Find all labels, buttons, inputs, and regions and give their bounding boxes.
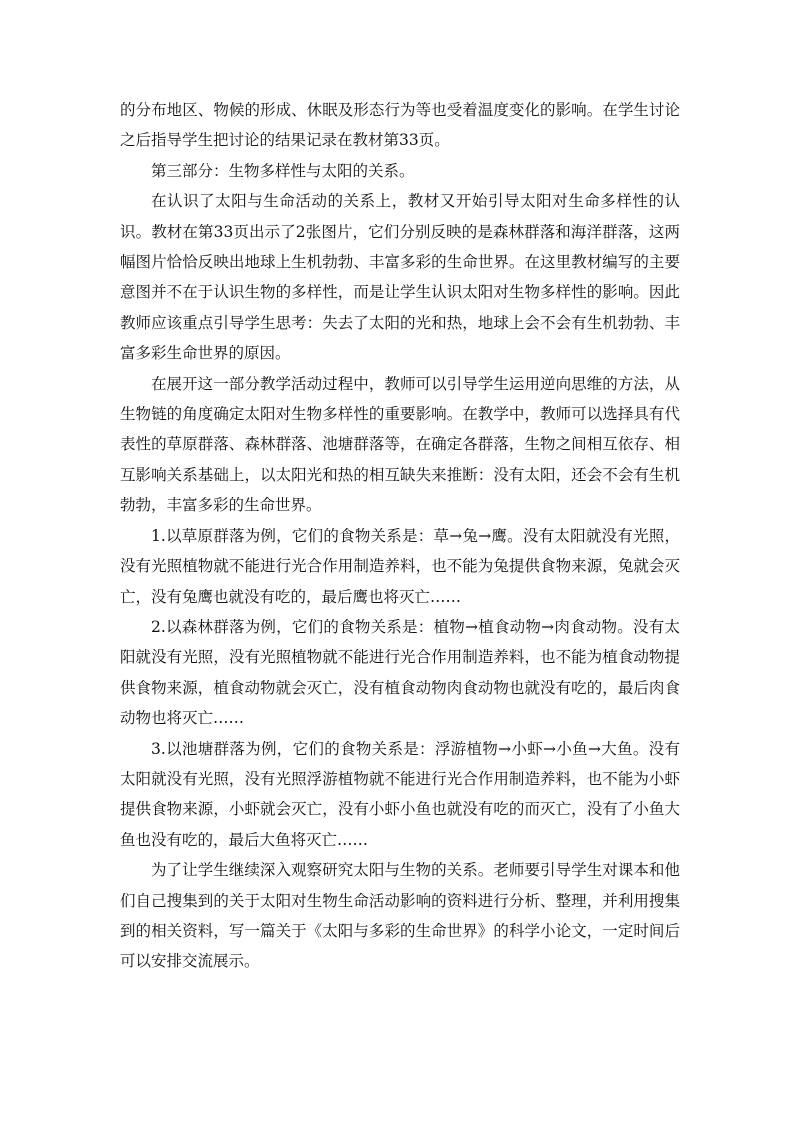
paragraph-teaching-method: 在展开这一部分教学活动过程中，教师可以引导学生运用逆向思维的方法，从生物链的角度确定太阳对生物多样性的重要影响。在教学中，教师可以选择具有代表性的草原群落、森林群落、池塘群落等，在确定各群落，生物之间相互依存、相互影响关系基础上，以太阳光和热的相互缺失来推断：没有太阳，还会不会有生机勃勃，丰富多彩的生命世界。: [120, 374, 680, 515]
paragraph-conclusion: 为了让学生继续深入观察研究太阳与生物的关系。老师要引导学生对课本和他们自己搜集到的关于太阳对生物生命活动影响的资料进行分析、整理，并利用搜集到的相关资料，写一篇关于《太阳与多彩的生命世界》的科学小论文，一定时间后可以安排交流展示。: [120, 861, 680, 971]
section-heading-part-three: 第三部分：生物多样性与太阳的关系。: [151, 161, 415, 180]
paragraph-biodiversity-intro: 在认识了太阳与生命活动的关系上，教材又开始引导太阳对生命多样性的认识。教材在第33页出示了2张图片，它们分别反映的是森林群落和海洋群落，这两幅图片恰恰反映出地球上生机勃勃、丰富多彩的生命世界。在这里教材编写的主要意图并不在于认识生物的多样性，而是让学生认识太阳对生物多样性的影响。因此教师应该重点引导学生思考：失去了太阳的光和热，地球上会不会有生机勃勃、丰富多彩生命世界的原因。: [120, 192, 680, 363]
list-item-pond: 3.以池塘群落为例，它们的食物关系是：浮游植物→小虾→小鱼→大鱼。没有太阳就没有光照，没有光照浮游植物就不能进行光合作用制造养料，也不能为小虾提供食物来源，小虾就会灭亡，没有小虾小鱼也就没有吃的而灭亡，没有了小鱼大鱼也没有吃的，最后大鱼将灭亡……: [120, 739, 680, 849]
document-body: [120, 95, 680, 977]
list-item-forest: 2.以森林群落为例，它们的食物关系是：植物→植食动物→肉食动物。没有太阳就没有光照，没有光照植物就不能进行光合作用制造养料，也不能为植食动物提供食物来源，植食动物就会灭亡，没有植食动物肉食动物也就没有吃的，最后肉食动物也将灭亡……: [120, 617, 680, 728]
paragraph-continuation: 的分布地区、物候的形成、休眠及形态行为等也受着温度变化的影响。在学生讨论之后指导学生把讨论的结果记录在教材第33页。: [120, 101, 680, 150]
list-item-grassland: 1.以草原群落为例，它们的食物关系是：草→兔→鹰。没有太阳就没有光照，没有光照植物就不能进行光合作用制造养料，也不能为兔提供食物来源，兔就会灭亡，没有兔鹰也就没有吃的，最后鹰也将灭亡……: [120, 526, 680, 606]
